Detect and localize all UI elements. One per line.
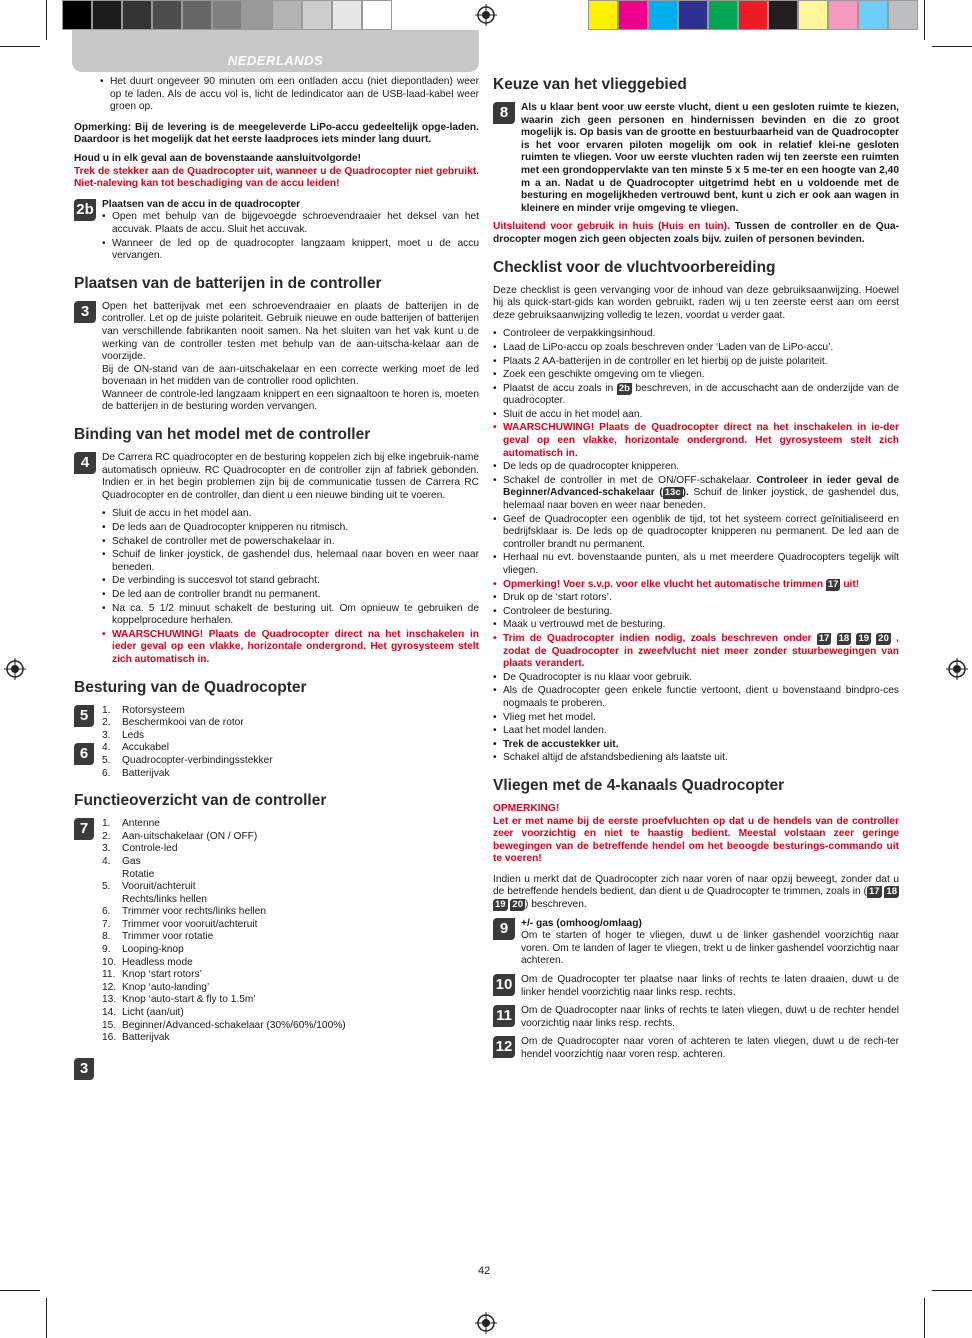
item-text: Antenne xyxy=(122,818,160,830)
crop-mark xyxy=(0,46,40,47)
list-item xyxy=(102,1007,479,1020)
step-title: +/- gas (omhoog/omlaag) xyxy=(521,917,642,929)
step-9 xyxy=(493,918,899,968)
paragraph: Om de Quadrocopter ter plaatse naar links of rechts te laten draaien, duwt u de linker hendel voorzichtig naar links resp. rechts. xyxy=(521,974,899,998)
color-swatch xyxy=(738,0,768,30)
section-heading-batteries: Plaatsen van de batterijen in de controller xyxy=(74,274,382,292)
step-badge: 6 xyxy=(74,743,94,765)
figure-ref: 18 xyxy=(886,886,897,898)
crop-mark xyxy=(46,1298,47,1338)
list-item: • Als de Quadrocopter geen enkele functie vertoont, dient u bovenstaand bindpro-ces nogmaals te proberen. xyxy=(493,685,899,710)
list-item: • Zoek een geschikte omgeving om te vliegen. xyxy=(493,369,899,382)
section-heading-binding: Binding van het model met de controller xyxy=(74,426,371,444)
item-number: 4. xyxy=(102,855,111,867)
step-badge: 3 xyxy=(74,1058,94,1080)
list-item xyxy=(102,931,479,944)
color-swatch xyxy=(92,0,122,30)
step-badge: 11 xyxy=(493,1005,515,1027)
list-item: • Wanneer de led op de quadrocopter langzaam knippert, moet u de accu vervangen. xyxy=(102,238,479,263)
step-badge: 8 xyxy=(493,102,515,124)
text: Opmerking! Voer s.v.p. voor elke vlucht het automatische trimmen xyxy=(503,578,824,590)
trim-note xyxy=(493,579,899,592)
item-text: Beginner/Advanced-schakelaar (30%/60%/100%) xyxy=(122,1019,346,1031)
item-number: 1. xyxy=(102,818,111,830)
section-heading-control: Besturing van de Quadrocopter xyxy=(74,678,307,696)
paragraph: Deze checklist is geen vervanging voor de inhoud van deze gebruiksaanwijzing. Hoewel hij als quick-start-gids kan worden gebruikt, raden wij u ten zeerste eerst aan om eerst deze gebruiksaanwijzing volledig te lezen, voordat u verder gaat. xyxy=(493,284,899,321)
list-item: • De Quadrocopter is nu klaar voor gebruik. xyxy=(493,672,899,685)
color-swatch xyxy=(212,0,242,30)
item-text: Headless mode xyxy=(122,956,193,968)
list-item xyxy=(102,869,479,882)
list-item: • De leds aan de Quadrocopter knipperen nu ritmisch. xyxy=(102,522,479,535)
item-text: Trimmer voor vooruit/achteruit xyxy=(122,918,258,930)
color-swatch xyxy=(272,0,302,30)
item-number: 6. xyxy=(102,767,111,779)
crop-mark xyxy=(0,1290,40,1291)
paragraph: Als u klaar bent voor uw eerste vlucht, dient u een gesloten ruimte te kiezen, waarin zich geen personen en hindernissen bevinden en die zo groot mogelijk is. Op basis van de grootte en bestuurbaarheid van de Quadrocopter is het voor ervaren piloten mogelijk om ook in relatief klei-ne gesloten ruimten te vliegen. Voor uw eerste vluchten raden wij ten zeerste een ruimten met een grondoppervlakte van ten minste 5 x 5 me-ter en een hoogte van 2,40 m a an. Nadat u de Quadrocopter uitgetrimd hebt en u voldoende met de besturing en mogelijkheden vertrouwd bent, kunt u zich er ook aan wagen in kleinere en minder vrije omgeving te vliegen. xyxy=(521,102,899,214)
color-swatch xyxy=(332,0,362,30)
list-item: • Controleer de besturing. xyxy=(493,606,899,619)
list-item: • Maak u vertrouwd met de besturing. xyxy=(493,619,899,632)
step-badge: 5 xyxy=(74,705,94,727)
item-text: Rotorsysteem xyxy=(122,704,185,716)
list-item xyxy=(102,969,479,982)
item-text: Batterijvak xyxy=(122,767,170,779)
color-swatch xyxy=(302,0,332,30)
step-4 xyxy=(74,452,479,667)
color-swatch xyxy=(798,0,828,30)
item-text: Controle-led xyxy=(122,843,178,855)
step-12 xyxy=(493,1036,899,1061)
trim-instruction xyxy=(493,633,899,671)
paragraph: Bij de ON-stand van de aan-uitschakelaar en een correcte werking moet de led bovenaan in het midden van de controller rood oplichten. xyxy=(102,363,479,388)
list-item: • Open met behulp van de bijgevoegde schroevendraaier het deksel van het accuvak. Plaats de accu. Sluit het accuvak. xyxy=(102,211,479,236)
item-number: 8. xyxy=(102,931,111,943)
text: Trim de Quadrocopter indien nodig, zoals beschreven onder xyxy=(503,632,812,644)
paragraph: Om de Quadrocopter naar links of rechts te laten vliegen, duwt u de rechter hendel voorzichtig naar links resp. rechts. xyxy=(521,1005,899,1029)
text: uit! xyxy=(843,578,860,590)
color-swatch xyxy=(888,0,918,30)
item-number: 2. xyxy=(102,830,111,842)
item-text: Beschermkooi van de rotor xyxy=(122,717,244,729)
figure-ref: 20 xyxy=(512,899,523,911)
item-number: 15. xyxy=(102,1019,117,1031)
step-3 xyxy=(74,301,479,414)
paragraph: Wanneer de controle-led langzaam knippert en een signaaltoon te horen is, moeten de batterijen in de besturing worden vervangen. xyxy=(102,388,479,413)
crop-mark xyxy=(924,1298,925,1338)
color-swatch xyxy=(828,0,858,30)
paragraph: Open het batterijvak met een schroevendraaier en plaats de batterijen in de controller. Let op de juiste polariteit. Gebruik nieuwe en oude batterijen of batterijen van verschillende fabrikanten nooit samen. Na het sluiten van het vak kunt u de werking van de controller testen met behulp van de aan-uitscha-kelaar aan de voorzijde. xyxy=(102,300,479,363)
charging-time-bullet: • Het duurt ongeveer 90 minuten om een ontladen accu (niet diepontladen) weer op te laden. Als de accu vol is, licht de ledindicator aan de USB-laad-kabel weer groen op. xyxy=(100,76,479,114)
warning-bullet: • WAARSCHUWING! Plaats de Quadrocopter direct na het inschakelen in ie-der geval op een vlakke, horizontale ondergrond. Het gyrosysteem stelt zich automatisch in. xyxy=(493,422,899,460)
list-item xyxy=(493,383,899,408)
delivery-note: Opmerking: Bij de levering is de meegeleverde LiPo-accu gedeeltelijk opge-laden. Daardoor is het mogelijk dat het eerste laadproces iets minder lang duurt. xyxy=(74,121,479,146)
figure-ref: 18 xyxy=(838,632,850,644)
list-item: • De led aan de controller brandt nu permanent. xyxy=(102,589,479,602)
item-text: Looping-knop xyxy=(122,944,184,956)
color-swatch xyxy=(122,0,152,30)
item-text: Vooruit/achteruit xyxy=(122,881,196,893)
functions-list xyxy=(102,818,479,1045)
list-item xyxy=(102,755,479,768)
figure-ref: 17 xyxy=(818,632,830,644)
item-text: Accukabel xyxy=(122,742,170,754)
list-item: • Druk op de ‘start rotors’. xyxy=(493,592,899,605)
item-text: Batterijvak xyxy=(122,1032,170,1044)
text: Plaatst de accu zoals in xyxy=(503,382,614,394)
list-item xyxy=(102,1032,479,1045)
item-text: Trimmer voor rechts/links hellen xyxy=(122,906,266,918)
list-item xyxy=(102,856,479,869)
item-text: Quadrocopter-verbindingsstekker xyxy=(122,754,273,766)
step-badge: 3 xyxy=(74,301,96,323)
item-number xyxy=(102,869,122,882)
list-item xyxy=(102,843,479,856)
color-swatch xyxy=(588,0,618,30)
list-item xyxy=(102,705,479,718)
item-number: 13. xyxy=(102,994,117,1006)
step-badge: 4 xyxy=(74,452,96,474)
crop-mark xyxy=(924,0,925,40)
item-text: Licht (aan/uit) xyxy=(122,1007,184,1019)
list-item xyxy=(102,906,479,919)
text: Indien u merkt dat de Quadrocopter zich naar voren of naar opzij beweegt, zonder dat u de betreffende hendels bedient, dan dient u de Quadrocopter te trimmen, zoals in ( xyxy=(493,873,899,898)
item-text: Rotatie xyxy=(122,868,155,880)
step-2b-title: Plaatsen van de accu in de quadrocopter xyxy=(102,198,301,210)
note-text: Let er met name bij de eerste proefvluchten op dat u de hendels van de controller zeer voorzichtig en niet te haastig bedient. Meestal volstaan zeer geringe bewegingen van de betreffende hendel om het beoogde besturings-commando uit te voeren! xyxy=(493,815,899,865)
list-item: • Schakel altijd de afstandsbediening als laatste uit. xyxy=(493,752,899,765)
list-item xyxy=(102,768,479,781)
paragraph: De Carrera RC quadrocopter en de besturing koppelen zich bij elke ingebruik-name automatisch opnieuw. RC Quadrocopter en de controller zijn af fabriek gebonden. Indien er in het begin problemen zijn bij de communicatie tussen de Carrera RC Quadrocopter en de controller, dan dient u een nieuwe binding uit te voeren. xyxy=(102,452,479,501)
figure-ref: 17 xyxy=(868,886,880,898)
language-label: NEDERLANDS xyxy=(227,53,324,69)
list-item: • Laat het model landen. xyxy=(493,725,899,738)
list-item: • Plaats 2 AA-batterijen in de controller en let hierbij op de juiste polariteit. xyxy=(493,356,899,369)
parts-list xyxy=(102,705,479,781)
item-text: Knop ‘start rotors’ xyxy=(122,969,202,981)
item-text: Knop ‘auto-landing’ xyxy=(122,981,210,993)
color-swatch xyxy=(362,0,392,30)
order-note: Houd u in elk geval aan de bovenstaande aansluitvolgorde! xyxy=(74,152,362,164)
text: beschreven, in de accuschacht aan de onderzijde van de quadrocopter. xyxy=(503,382,899,407)
figure-ref: 13c xyxy=(664,487,681,499)
figure-ref: 19 xyxy=(858,632,870,644)
list-item: • Controleer de verpakkingsinhoud. xyxy=(493,328,899,341)
text: Schakel de controller in met de ON/OFF-schakelaar. xyxy=(503,474,752,486)
step-badge: 2b xyxy=(74,199,96,221)
list-item xyxy=(102,742,479,755)
color-swatch xyxy=(182,0,212,30)
figure-ref: 19 xyxy=(495,899,506,911)
item-text: Leds xyxy=(122,729,145,741)
checklist xyxy=(493,328,899,765)
item-number: 7. xyxy=(102,918,111,930)
color-swatch xyxy=(62,0,92,30)
color-swatch xyxy=(858,0,888,30)
item-number: 5. xyxy=(102,881,111,893)
item-number: 11. xyxy=(102,969,116,981)
list-item xyxy=(102,994,479,1007)
color-swatch-bar xyxy=(588,0,918,30)
step-8 xyxy=(493,102,899,215)
item-number: 6. xyxy=(102,906,111,918)
item-number: 14. xyxy=(102,1007,117,1019)
section-heading-area: Keuze van het vlieggebied xyxy=(493,76,687,93)
warning-bullet: • WAARSCHUWING! Plaats de Quadrocopter direct na het inschakelen in ieder geval op een vlakke, horizontale ondergrond. Het gyrosysteem stelt zich automatisch in. xyxy=(102,629,479,667)
item-number: 16. xyxy=(102,1032,117,1044)
list-item xyxy=(102,1020,479,1033)
item-number: 1. xyxy=(102,704,111,716)
step-5-6 xyxy=(74,705,479,781)
list-item: • Laad de LiPo-accu op zoals beschreven onder ‘Laden van de LiPo-accu’. xyxy=(493,342,899,355)
item-text: Gas xyxy=(122,855,141,867)
item-text: Aan-uitschakelaar (ON / OFF) xyxy=(122,830,258,842)
list-item xyxy=(102,957,479,970)
crop-mark xyxy=(46,0,47,40)
item-number: 9. xyxy=(102,944,111,956)
list-item: • Schuif de linker joystick, de gashendel dus, helemaal naar boven en weer naar beneden. xyxy=(102,549,479,574)
note-title: OPMERKING! xyxy=(493,802,560,814)
section-heading-flying: Vliegen met de 4-kanaals Quadrocopter xyxy=(493,776,785,794)
page-number: 42 xyxy=(478,1265,491,1277)
list-item: • Na ca. 5 1/2 minuut schakelt de besturing uit. Om opnieuw te gebruiken de koppelprocedure herhalen. xyxy=(102,603,479,628)
text: ). xyxy=(682,487,689,499)
unplug-warning: Trek de stekker aan de Quadrocopter uit, wanneer u de Quadrocopter niet gebruikt. Niet-naleving kan tot beschadiging van de accu leiden! xyxy=(74,165,479,190)
list-item: • De leds op de quadrocopter knipperen. xyxy=(493,461,899,474)
list-item: • Sluit de accu in het model aan. xyxy=(493,409,899,422)
color-swatch xyxy=(152,0,182,30)
step-badge: 7 xyxy=(74,818,94,840)
crop-mark xyxy=(932,46,972,47)
item-number: 3. xyxy=(102,843,111,855)
step-7 xyxy=(74,818,479,1078)
item-number: 3. xyxy=(102,729,111,741)
item-number: 4. xyxy=(102,742,111,754)
color-swatch xyxy=(648,0,678,30)
item-number: 10. xyxy=(102,956,117,968)
right-column xyxy=(493,76,899,1068)
list-item xyxy=(102,730,479,743)
list-item: • Vlieg met het model. xyxy=(493,712,899,725)
text: Schuif de linker joystick, de gashendel dus, helemaal naar boven en weer naar beneden. xyxy=(503,487,900,512)
list-item xyxy=(102,894,479,907)
paragraph: Om de Quadrocopter naar voren of achteren te laten vliegen, duwt u de rech-ter hendel voorzichtig naar voren resp. achteren. xyxy=(521,1036,899,1060)
charging-bullets xyxy=(74,76,479,114)
list-item: • Schakel de controller met de powerschakelaar in. xyxy=(102,536,479,549)
section-heading-functions: Functieoverzicht van de controller xyxy=(74,792,327,810)
color-swatch xyxy=(678,0,708,30)
item-number: 12. xyxy=(102,981,117,993)
step-badge: 10 xyxy=(493,974,515,996)
language-tab xyxy=(72,30,479,72)
item-text: Knop ‘auto-start & fly to 1.5m’ xyxy=(122,994,256,1006)
item-number: 2. xyxy=(102,717,111,729)
step-badge: 9 xyxy=(493,918,515,940)
text: Controleer in ieder geval de Beginner/Advanced-schakelaar ( xyxy=(503,474,899,499)
item-text: Rechts/links hellen xyxy=(122,893,207,905)
list-item xyxy=(102,831,479,844)
gray-swatch-bar xyxy=(62,0,392,30)
list-item: • De verbinding is succesvol tot stand gebracht. xyxy=(102,575,479,588)
color-swatch xyxy=(242,0,272,30)
figure-ref: 20 xyxy=(878,632,889,644)
registration-mark-icon xyxy=(4,658,26,680)
list-item xyxy=(102,881,479,894)
figure-ref: 2b xyxy=(618,382,630,394)
list-item xyxy=(102,982,479,995)
list-item xyxy=(102,944,479,957)
left-column xyxy=(74,76,479,1078)
list-item xyxy=(102,717,479,730)
list-item: • Sluit de accu in het model aan. xyxy=(102,508,479,521)
indoor-note: Tussen de controller en de Qua-drocopter mogen zich geen objecten zoals bijv. zuilen of personen bevinden. xyxy=(493,221,899,245)
color-swatch xyxy=(768,0,798,30)
item-number xyxy=(102,894,122,907)
step-badge: 12 xyxy=(493,1036,515,1058)
list-item xyxy=(493,475,899,513)
section-heading-checklist: Checklist voor de vluchtvoorbereiding xyxy=(493,258,776,276)
crop-mark xyxy=(932,1290,972,1291)
item-text: Trimmer voor rotatie xyxy=(122,931,214,943)
trim-paragraph xyxy=(493,874,899,912)
step-2b xyxy=(74,199,479,263)
paragraph: Om te starten of hoger te vliegen, duwt u de linker gashendel voorzichtig naar voren. Om te landen of lager te vliegen, trekt u de linker gashendel voorzichtig naar achteren. xyxy=(521,930,899,967)
step-10 xyxy=(493,974,899,999)
color-swatch xyxy=(708,0,738,30)
list-item xyxy=(102,818,479,831)
text: ) beschreven. xyxy=(525,899,587,911)
list-item: • Herhaal nu evt. bovenstaande punten, als u met meerdere Quadrocopters tegelijk wilt vliegen. xyxy=(493,552,899,577)
list-item: • Geef de Quadrocopter een ogenblik de tijd, tot het systeem correct geïnitialiseerd en bedrijfsklaar is. De leds op de quadrocopter knipperen nu permanent. De led aan de controller brandt nu permanent. xyxy=(493,514,899,552)
color-swatch xyxy=(618,0,648,30)
registration-mark-icon xyxy=(475,4,497,26)
registration-mark-icon xyxy=(946,658,968,680)
indoor-only: Uitsluitend voor gebruik in huis (Huis en tuin). xyxy=(493,221,730,233)
figure-ref: 17 xyxy=(827,578,839,590)
list-item: • Trek de accustekker uit. xyxy=(493,739,899,752)
step-11 xyxy=(493,1005,899,1030)
text: , zodat de Quadrocopter in zweefvlucht niet meer zonder stuurbewegingen van plaats verandert. xyxy=(503,632,899,670)
list-item xyxy=(102,919,479,932)
item-number: 5. xyxy=(102,754,111,766)
registration-mark-icon xyxy=(475,1312,497,1334)
